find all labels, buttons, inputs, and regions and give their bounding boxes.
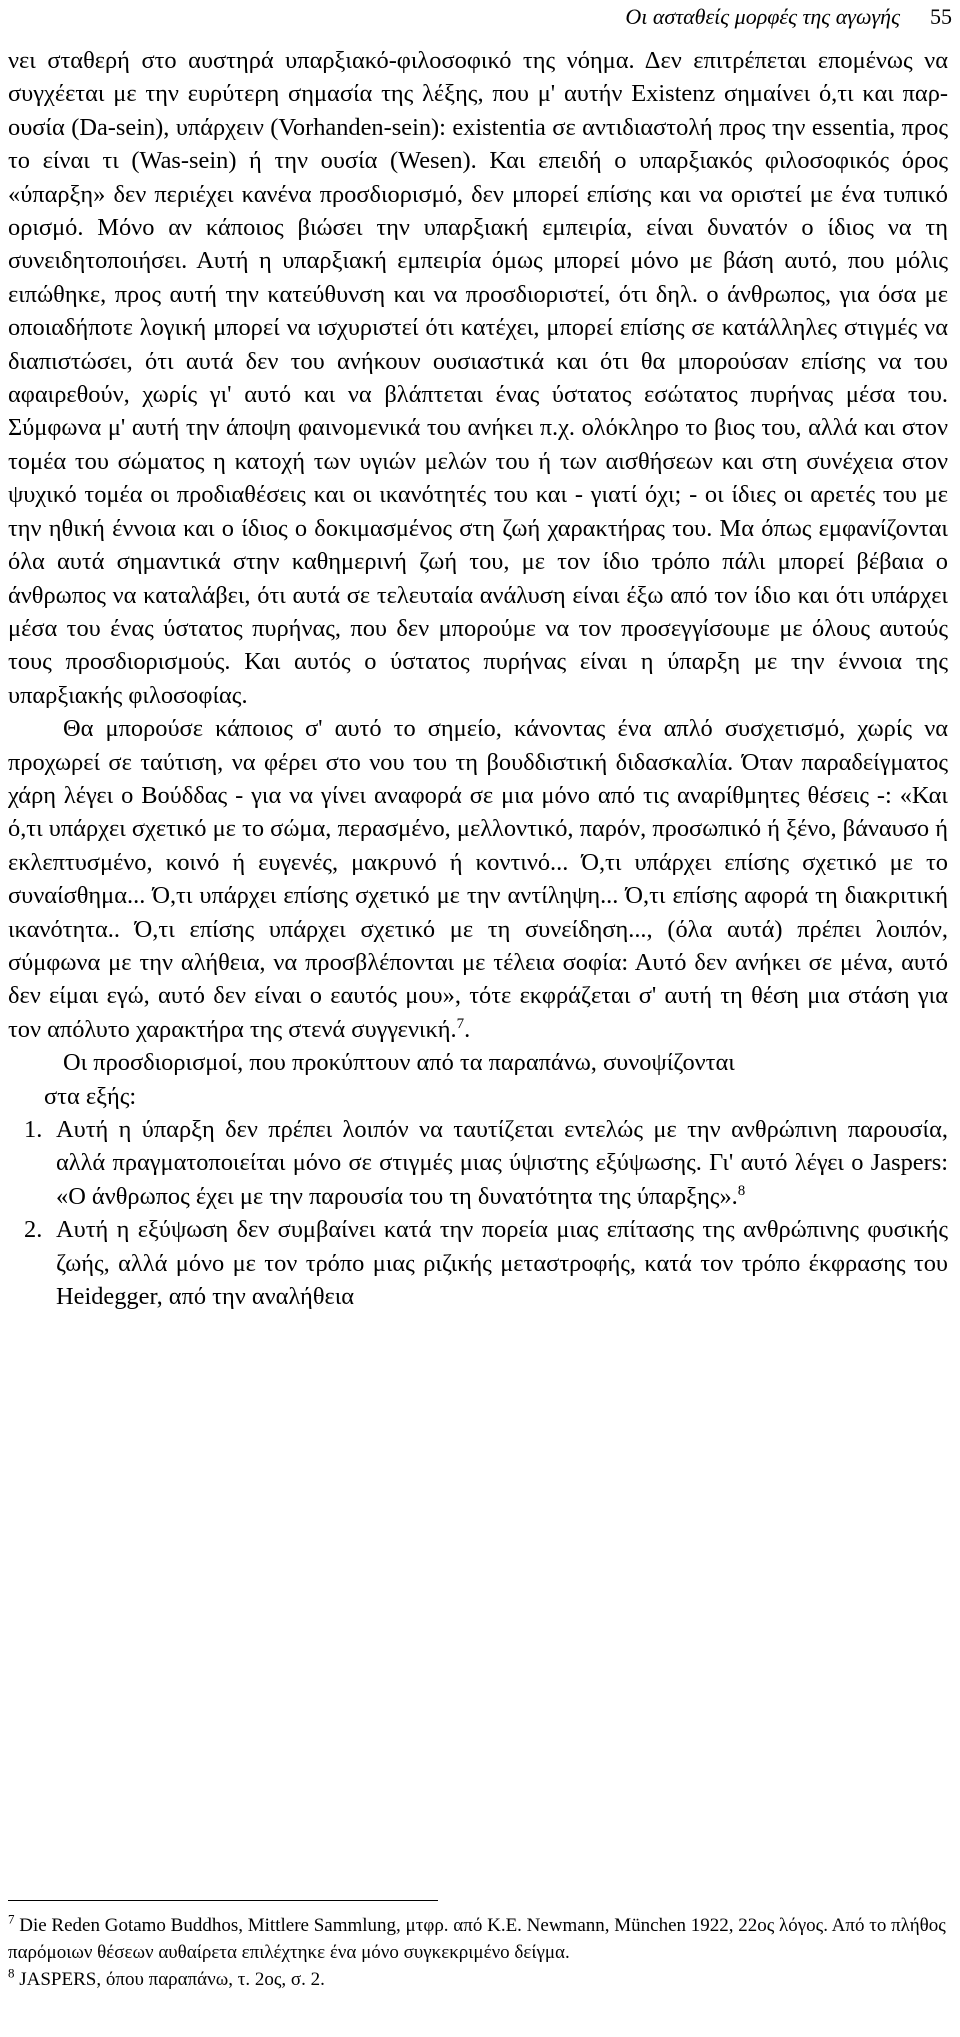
footnotes: [8, 1912, 948, 1993]
footnote-text: JASPERS, όπου παραπάνω, τ. 2ος, σ. 2.: [19, 1969, 325, 1990]
summary-intro-line-1: Οι προσδιορισμοί, που προκύπτουν από τα παραπάνω, συνοψίζονται: [63, 1049, 735, 1077]
list-item-number: 1.: [24, 1116, 43, 1143]
footnote-ref-7[interactable]: 7: [456, 1015, 465, 1032]
running-title: Οι ασταθείς μορφές της αγωγής: [625, 4, 900, 29]
running-header: [625, 4, 952, 30]
footnote-number: 8: [8, 1965, 15, 1981]
footnote-text: Die Reden Gotamo Buddhos, Mittlere Sammlung, μτφρ. από K.E. Newmann, München 1922, 22ος λόγος. Από το πλήθος παρόμοιων θέσεων αυθαίρετα επιλέχτηκε ένα μόνο συγκεκριμένο δείγμα.: [8, 1915, 946, 1963]
list-item-text: Αυτή η ύπαρξη δεν πρέπει λοιπόν να ταυτίζεται εντελώς με την ανθρώπινη παρουσία, αλλά πραγματοποιείται μόνο σε στιγμές μιας ύψιστης εξύψωσης. Γι' αυτό λέγει ο Jaspers: «Ο άνθρωπος έχει με την παρουσία του τη δυνατότητα της ύπαρξης».: [56, 1116, 948, 1210]
list-item-text: Αυτή η εξύψωση δεν συμβαίνει κατά την πορεία μιας επίτασης της ανθρώπινης φυσικής ζωής, αλλά μόνο με τον τρόπο μιας ριζικής μεταστροφής, κατά τον τρόπο έκφρασης του Heidegger, από την αναλήθεια: [56, 1216, 948, 1311]
footnote-number: 7: [8, 1911, 15, 1927]
list-item: [8, 1113, 948, 1213]
paragraph-2: [8, 712, 948, 1046]
list-item-number: 2.: [24, 1216, 43, 1244]
body-text: [8, 44, 948, 1313]
paragraph-2-end: .: [464, 1015, 471, 1043]
paragraph-2-text: Θα μπορούσε κάποιος σ' αυτό το σημείο, κάνοντας ένα απλό συσχετισμό, χωρίς να προχωρεί σε ταύτιση, να φέρει στο νου του τη βουδδιστική διδασκαλία. Όταν παραδείγματος χάρη λέγει ο Βούδδας - για να γίνει αναφορά σε μια μόνο από τις αναρίθμητες θέσεις -: «Και ό,τι υπάρχει σχετικό με το σώμα, περασμένο, μελλοντικό, παρόν, προσωπικό ή ξένο, βάναυσο ή εκλεπτυσμένο, κοινό ή ευγενές, μακρυνό ή κοντινό... Ό,τι υπάρχει επίσης σχετικό με το συναίσθημα... Ό,τι υπάρχει επίσης σχετικό με την αντίληψη... Ό,τι επίσης αφορά τη διακριτική ικανότητα.. Ό,τι επίσης υπάρχει σχετικό με τη συνείδηση..., (όλα αυτά) πρέπει λοιπόν, σύμφωνα με την αλήθεια, να προσβλέπονται με τέλεια σοφία: Αυτό δεν ανήκει σε μένα, αυτό δεν είμαι εγώ, αυτό δεν είναι ο εαυτός μου», τότε εκφράζεται σ' αυτή τη θέση μια στάση για τον απόλυτο χαρακτήρα της στενά συγγενική.: [8, 715, 948, 1043]
footnote: [8, 1912, 948, 1966]
footnote-ref-8[interactable]: 8: [737, 1182, 746, 1199]
footnote: [8, 1966, 948, 1993]
list-item: [8, 1213, 948, 1313]
page-number: 55: [930, 4, 952, 29]
paragraph-1: νει σταθερή στο αυστηρά υπαρξιακό-φιλοσοφικό της νόημα. Δεν επιτρέπεται επομένως να συγχέεται με την ευρύτερη σημασία της λέξης, που μ' αυτήν Existenz σημαίνει ό,τι και παρ-ουσία (Da-sein), υπάρχειν (Vorhanden-sein): existentia σε αντιδιαστολή προς την essentia, προς το είναι τι (Was-sein) ή την ουσία (Wesen). Και επειδή ο υπαρξιακός φιλοσοφικός όρος «ύπαρξη» δεν περιέχει κανένα προσδιορισμό, δεν μπορεί επίσης και να οριστεί με ένα τυπικό ορισμό. Μόνο αν κάποιος βιώσει την υπαρξιακή εμπειρία, είναι δυνατόν ο ίδιος να τη συνειδητοποιήσει. Αυτή η υπαρξιακή εμπειρία όμως μπορεί μόνο με βάση αυτό, που μόλις ειπώθηκε, προς αυτή την κατεύθυνση και να προσδιοριστεί, ότι δηλ. ο άνθρωπος, για όσα με οποιαδήποτε λογική μπορεί να ισχυριστεί ότι κατέχει, μπορεί επίσης σε κατάλληλες στιγμές να διαπιστώσει, ότι αυτά δεν του ανήκουν ουσιαστικά και ότι θα μπορούσαν επίσης να του αφαιρεθούν, χωρίς γι' αυτό και να βλάπτεται ένας ύστατος εσώτατος πυρήνας μέσα του. Σύμφωνα μ' αυτή την άποψη φαινομενικά του ανήκει π.χ. ολόκληρο το βιος του, αλλά και στον τομέα του σώματος η κατοχή των υγιών μελών του ή των αισθήσεων και στη συνέχεια στον ψυχικό τομέα οι προδιαθέσεις και οι ικανότητές του και - γιατί όχι; - οι ίδιες οι αρετές του με την ηθική έννοια και ο ίδιος ο δοκιμασμένος στη ζωή χαρακτήρας του. Μα όπως εμφανίζονται όλα αυτά σημαντικά στην καθημερινή ζωή του, με τον ίδιο τρόπο πάλι μπορεί βέβαια ο άνθρωπος να καταλάβει, ότι αυτά σε τελευταία ανάλυση είναι έξω από τον ίδιο και ότι υπάρχει μέσα του ένας ύστατος πυρήνας, που δεν μπορούμε να τον προσεγγίσουμε με όλους αυτούς τους προσδιορισμούς. Και αυτός ο ύστατος πυρήνας είναι η ύπαρξη με την έννοια της υπαρξιακής φιλοσοφίας.: [8, 47, 948, 709]
footnote-divider: [8, 1900, 438, 1901]
summary-intro-line-2: στα εξής:: [44, 1082, 137, 1110]
numbered-list: [8, 1113, 948, 1313]
